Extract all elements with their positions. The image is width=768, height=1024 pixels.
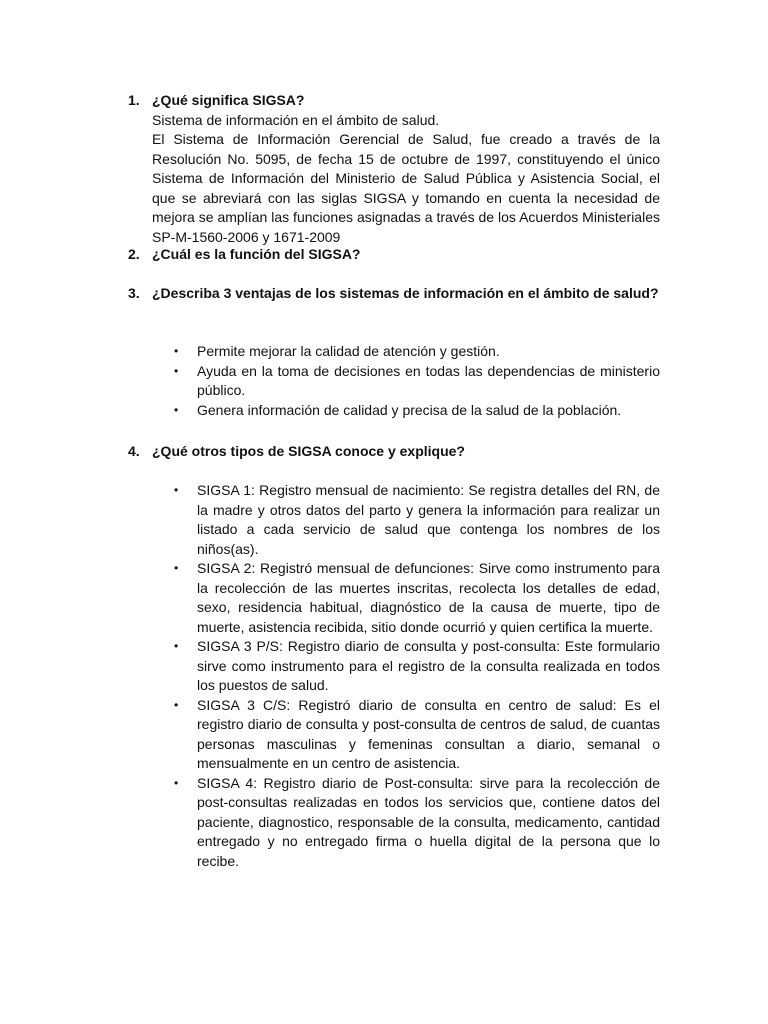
answer-paragraph: El Sistema de Información Gerencial de Salud, fue creado a través de la Resolución No. 5095, de fecha 15 de octubre de 1997, constituyendo el único Sistema de Información del Ministerio de Salud Pública y Asistencia Social, el que se abreviará con las siglas SIGSA y tomando en cuenta la necesidad de mejora se amplían las funciones asignadas a través de los Acuerdos Ministeriales SP-M-1560-2006 y 1671-2009 — [152, 131, 660, 245]
list-item-text: SIGSA 1: Registro mensual de nacimiento: Se registra detalles del RN, de la madre y otros datos del parto y genera la información para realizar un listado a cada servicio de salud que contenga los nombres de los niños(as). — [197, 482, 660, 557]
list-item — [172, 637, 660, 696]
list-item-text: Permite mejorar la calidad de atención y gestión. — [197, 343, 500, 359]
bullet-icon: • — [174, 402, 179, 417]
list-item-text: SIGSA 3 P/S: Registro diario de consulta y post-consulta: Este formulario sirve como instrumento para el registro de la consulta realizada en todos los puestos de salud. — [197, 638, 660, 693]
question-number: 1. — [128, 92, 140, 108]
bullet-icon: • — [174, 344, 179, 358]
question-4 — [128, 442, 660, 462]
question-number: 3. — [128, 285, 140, 301]
question-title: ¿Describa 3 ventajas de los sistemas de información en el ámbito de salud? — [152, 285, 659, 301]
list-item-text: SIGSA 2: Registró mensual de defunciones: Sirve como instrumento para la recolección de las muertes inscritas, recolecta los detalles de edad, sexo, residencia habitual, diagnóstico de la causa de muerte, tipo de muerte, asistencia recibida, sitio donde ocurrió y quien certifica la muerte. — [197, 560, 660, 635]
question-answer — [152, 111, 660, 248]
advantages-list — [172, 342, 660, 420]
answer-paragraph: Sistema de información en el ámbito de salud. — [152, 111, 440, 128]
sigsa-types-list — [172, 481, 660, 871]
bullet-icon: • — [174, 561, 179, 575]
bullet-icon: • — [174, 775, 179, 790]
list-item — [172, 342, 660, 362]
list-item — [172, 774, 660, 872]
question-2 — [128, 245, 660, 265]
bullet-icon: • — [174, 363, 179, 378]
question-1 — [128, 91, 660, 247]
list-item — [172, 696, 660, 774]
list-item-text: SIGSA 3 C/S: Registró diario de consulta en centro de salud: Es el registro diario de consulta y post-consulta de centros de salud, de cuantas personas masculinas y femeninas consultan a diario, semanal o mensualmente en un centro de asistencia. — [197, 696, 660, 771]
bullet-icon: • — [174, 697, 179, 712]
question-title: ¿Qué otros tipos de SIGSA conoce y explique? — [152, 443, 465, 459]
list-item-text: SIGSA 4: Registro diario de Post-consulta: sirve para la recolección de post-consultas realizadas en todos los servicios que, contiene datos del paciente, diagnostico, responsable de la consulta, medicamento, cantidad entregado y no entregado firma o huella digital de la persona que lo recibe. — [197, 774, 660, 869]
list-item — [172, 401, 660, 421]
question-number: 4. — [128, 443, 140, 459]
question-title: ¿Qué significa SIGSA? — [152, 92, 305, 108]
question-title: ¿Cuál es la función del SIGSA? — [152, 246, 361, 262]
list-item — [172, 559, 660, 637]
question-number: 2. — [128, 246, 140, 262]
list-item — [172, 481, 660, 559]
list-item — [172, 362, 660, 401]
bullet-icon: • — [174, 483, 179, 497]
list-item-text: Ayuda en la toma de decisiones en todas las dependencias de ministerio público. — [197, 362, 660, 398]
list-item-text: Genera información de calidad y precisa de la salud de la población. — [197, 401, 622, 418]
question-3 — [128, 284, 660, 304]
bullet-icon: • — [174, 639, 179, 653]
